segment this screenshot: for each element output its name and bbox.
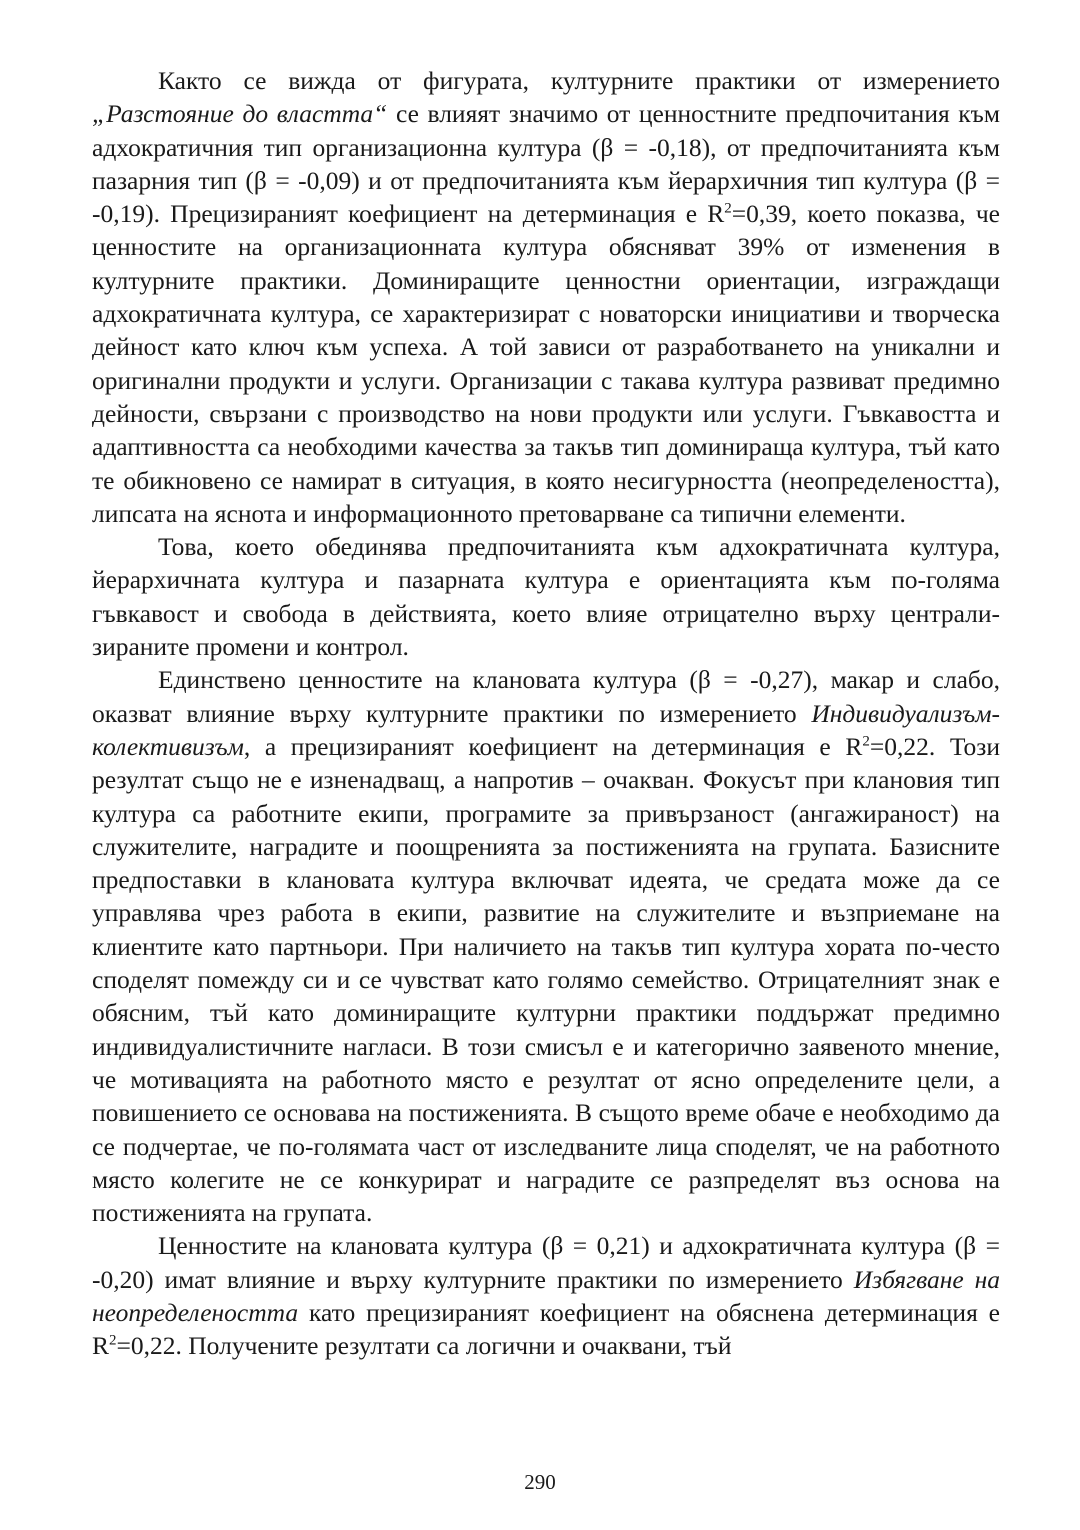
page-number: 290 [524, 1470, 556, 1494]
italic-term: „Разстояние до властта“ [92, 99, 388, 129]
text-run: като прецизираният коефициент на обяснена детерминация е R [92, 1297, 1000, 1361]
italic-term: Избягване на неопределеността [92, 1264, 1001, 1327]
italic-term: Индивидуализъм-колективизъм [92, 698, 1000, 761]
text-run: се влияят значимо от ценностните предпочитания към адхократичния тип организационна култура (β = -0,18), от предпочитанията към пазарния тип (β = -0,09) и от предпочитанията към йерархичния тип култура (β = -0,19). Прецизираният коефициент на детерминация е R [92, 99, 1000, 229]
paragraph-3 [92, 663, 1000, 1229]
paragraph-1 [92, 64, 1000, 530]
text-run: Както се вижда от фигурата, културните практики от измерението [158, 66, 1000, 95]
text-run: =0,22. Този резултат също не е изненадващ, а напротив – очакван. Фокусът при клановия тип култура са работните екипи, програмите за привързаност (ангажираност) на служителите, наградите и поощренията за постиженията на групата. Базисните предпоставки в клановата култура включват идеята, че средата може да се управлява чрез работа в екипи, развитие на служителите и възприемане на клиентите като партньори. При наличието на такъв тип култура хората по-често споделят помежду си и се чувстват като голямо семейство. Отрицателният знак е обясним, тъй като доминиращите културни практики поддържат предимно индивидуалистичните нагласи. В този смисъл е и категорично заявеното мнение, че мотивацията на работното място е резултат от ясно определените цели, а повишението се основава на постиженията. В същото време обаче е необходимо да се подчертае, че по-голямата част от изследваните лица споделят, че на работното място колегите не се конкурират и наградите се разпределят въз основа на постиженията на групата. [92, 731, 1000, 1228]
superscript: 2 [862, 733, 870, 750]
paragraph-4 [92, 1229, 1000, 1362]
text-run: =0,22. Получените резултати са логични и очаквани, тъй [116, 1331, 732, 1361]
text-run: Единствено ценностите на клановата култура (β = -0,27), макар и слабо, оказват влияние върху културните практики по измерението [92, 665, 1000, 728]
text-run: Това, което обединява предпочитанията към адхократичната култура, йерархичната култура и пазарната култура е ориентацията към по-голяма гъвкавост и свобода в действията, което влияе отрицателно върху централизираните промени и контрол. [92, 532, 1000, 662]
text-run: Ценностите на клановата култура (β = 0,21) и адхократичната култура (β = -0,20) имат влияние и върху културните практики по измерението [92, 1231, 1000, 1294]
text-run: =0,39, което показва, че ценностите на организационната култура обясняват 39% от изменения в културните практики. Доминиращите ценностни ориентации, изграждащи адхократичната култура, се характеризират с новаторски инициативи и творческа дейност като ключ към успеха. А той зависи от разработването на уникални и оригинални продукти и услуги. Организации с такава култура развиват предимно дейности, свързани с производство на нови продукти или услуги. Гъвкавостта и адаптивността са необходими качества за такъв тип доминираща култура, тъй като те обикновено се намират в ситуация, в която несигурността (неопределеността), липсата на яснота и информационното претоварване са типични елементи. [92, 199, 1000, 528]
text-run: , а прецизираният коефициент на детерминация е R [243, 731, 863, 761]
superscript: 2 [109, 1332, 117, 1349]
superscript: 2 [724, 200, 732, 217]
page-body [92, 64, 1000, 1363]
paragraph-2 [92, 530, 1000, 663]
